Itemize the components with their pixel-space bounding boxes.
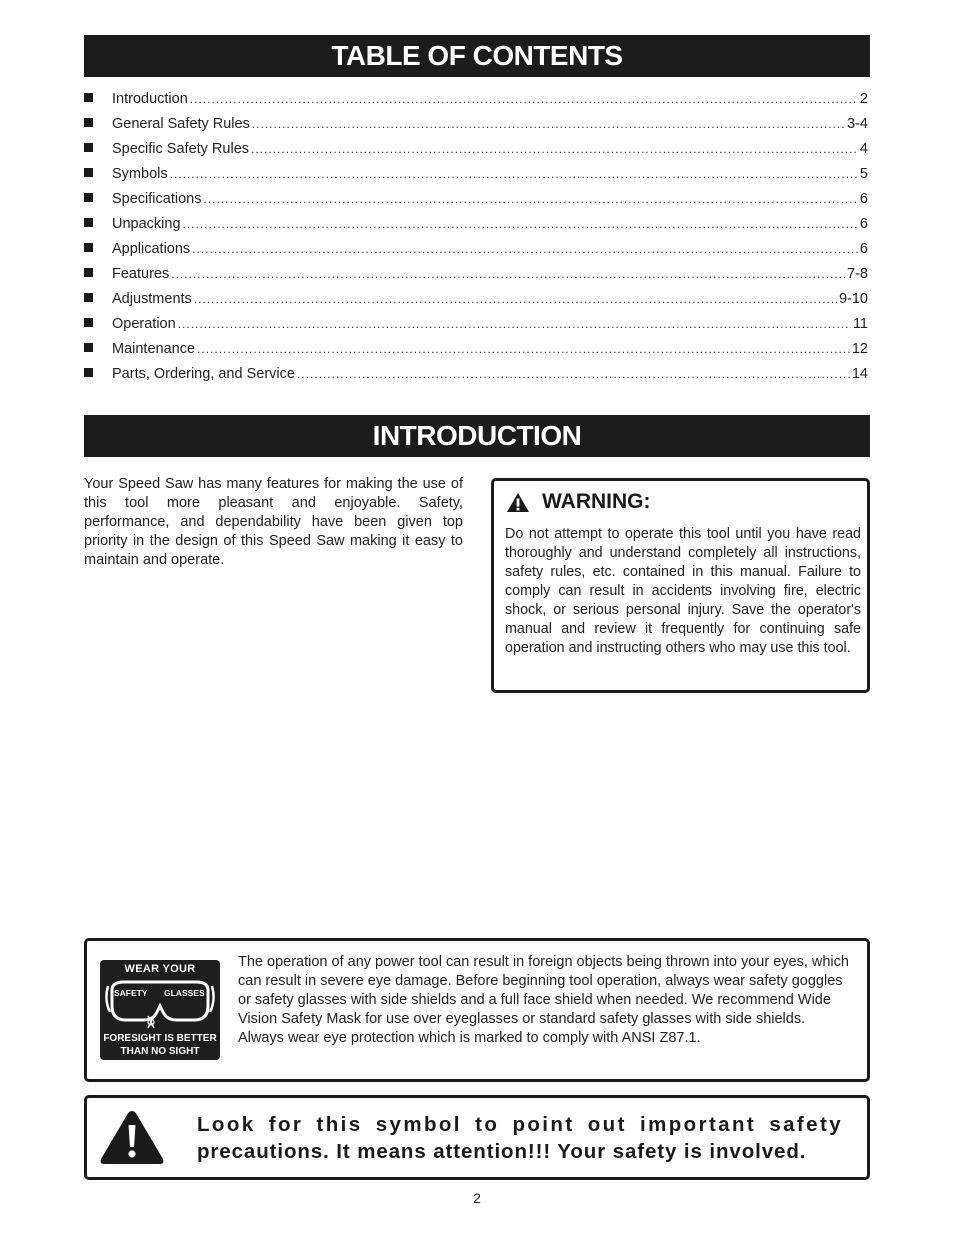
- toc-item: [84, 266, 868, 291]
- toc-item-title: Specifications: [112, 191, 202, 207]
- toc-item: [84, 291, 868, 316]
- toc-dot-leader: [192, 242, 858, 256]
- toc-item-page: 6: [859, 216, 868, 232]
- toc-item-title: Maintenance: [112, 341, 196, 357]
- warning-text: Do not attempt to operate this tool until you have read thoroughly and understand completely all instructions, safety rules, etc. contained in this manual. Failure to comply can result in accidents involving fire, electric shock, or serious personal injury. Save the operator's manual and review it frequently for continuing safe operation and instructing others who may use this tool.: [505, 526, 861, 656]
- toc-item-title: Symbols: [112, 166, 168, 182]
- badge-glasses-label: GLASSES: [164, 988, 205, 998]
- safety-glasses-text: The operation of any power tool can result in foreign objects being thrown into your eyes, which can result in severe eye damage. Before beginning tool operation, always wear safety goggles or safety glasses with side shields and a full face shield when needed. We recommend Wide Vision Safety Mask for use over eyeglasses or standard safety glasses with side shields. Always wear eye protection which is marked to comply with ANSI Z87.1.: [238, 954, 849, 1046]
- toc-heading: TABLE OF CONTENTS: [84, 35, 870, 77]
- toc-item: [84, 91, 868, 116]
- toc-item: [84, 141, 868, 166]
- toc-dot-leader: [190, 92, 858, 106]
- introduction-text: Your Speed Saw has many features for making the use of this tool more pleasant and enjoyable. Safety, performance, and dependability have been given top priority in the design of this Speed Saw making it easy to maintain and operate.: [84, 476, 463, 568]
- square-bullet-icon: [84, 93, 93, 102]
- toc-dot-leader: [251, 142, 858, 156]
- safety-glasses-box: [84, 938, 870, 1082]
- badge-bottom-line-1: FORESIGHT IS BETTER: [103, 1033, 217, 1044]
- toc-item-page: 12: [851, 341, 868, 357]
- toc-item: [84, 216, 868, 241]
- toc-item-title: Introduction: [112, 91, 188, 107]
- toc-item-page: 7-8: [847, 266, 868, 282]
- toc-dot-leader: [197, 342, 850, 356]
- badge-bottom-text: [100, 1032, 220, 1058]
- safety-goggles-icon: [104, 976, 216, 1034]
- toc-item-page: 3-4: [847, 116, 868, 132]
- badge-top-text: WEAR YOUR: [124, 963, 196, 975]
- toc-item: [84, 316, 868, 341]
- warning-box: [491, 478, 870, 693]
- square-bullet-icon: [84, 168, 93, 177]
- square-bullet-icon: [84, 293, 93, 302]
- toc-item-page: 2: [859, 91, 868, 107]
- toc-item-page: 11: [852, 316, 868, 332]
- square-bullet-icon: [84, 343, 93, 352]
- safety-symbol-box: [84, 1095, 870, 1180]
- square-bullet-icon: [84, 318, 93, 327]
- toc-item-title: Unpacking: [112, 216, 181, 232]
- safety-symbol-text: [197, 1111, 843, 1165]
- badge-safety-label: SAFETY: [114, 988, 148, 998]
- toc-item-title: Operation: [112, 316, 176, 332]
- page-number: 2: [473, 1190, 481, 1206]
- toc-item-title: Features: [112, 266, 170, 282]
- toc-item-title: Parts, Ordering, and Service: [112, 366, 295, 382]
- square-bullet-icon: [84, 118, 93, 127]
- toc-dot-leader: [171, 267, 845, 281]
- badge-bottom-line-2: THAN NO SIGHT: [120, 1046, 200, 1057]
- toc-item-page: 6: [859, 191, 868, 207]
- safety-symbol-line-1: Look for this symbol to point out important safety: [197, 1113, 843, 1136]
- warning-title: WARNING:: [542, 490, 651, 513]
- toc-item-page: 14: [851, 366, 868, 382]
- toc-dot-leader: [203, 192, 857, 206]
- toc-item-page: 5: [859, 166, 868, 182]
- toc-item: [84, 241, 868, 266]
- toc-dot-leader: [183, 217, 858, 231]
- toc-item: [84, 191, 868, 216]
- toc-dot-leader: [252, 117, 845, 131]
- square-bullet-icon: [84, 143, 93, 152]
- toc-item: [84, 341, 868, 366]
- toc-dot-leader: [170, 167, 858, 181]
- warning-header: [506, 490, 651, 514]
- square-bullet-icon: [84, 193, 93, 202]
- square-bullet-icon: [84, 268, 93, 277]
- toc-item-title: Adjustments: [112, 291, 192, 307]
- toc-item: [84, 116, 868, 141]
- introduction-heading: INTRODUCTION: [84, 415, 870, 457]
- toc-item: [84, 166, 868, 191]
- toc-item-title: Specific Safety Rules: [112, 141, 250, 157]
- toc-item-title: Applications: [112, 241, 191, 257]
- square-bullet-icon: [84, 368, 93, 377]
- safety-alert-triangle-icon: [99, 1109, 165, 1165]
- toc-item-page: 6: [859, 241, 868, 257]
- square-bullet-icon: [84, 243, 93, 252]
- wear-safety-glasses-badge: [100, 960, 220, 1060]
- warning-triangle-icon: [506, 492, 530, 513]
- toc-list: [84, 91, 868, 391]
- square-bullet-icon: [84, 218, 93, 227]
- toc-dot-leader: [194, 292, 837, 306]
- toc-dot-leader: [297, 367, 850, 381]
- toc-dot-leader: [178, 317, 851, 331]
- safety-symbol-line-2: precautions. It means attention!!! Your safety is involved.: [197, 1140, 807, 1163]
- toc-item: [84, 366, 868, 391]
- toc-item-title: General Safety Rules: [112, 116, 250, 132]
- toc-item-page: 9-10: [838, 291, 868, 307]
- toc-item-page: 4: [859, 141, 868, 157]
